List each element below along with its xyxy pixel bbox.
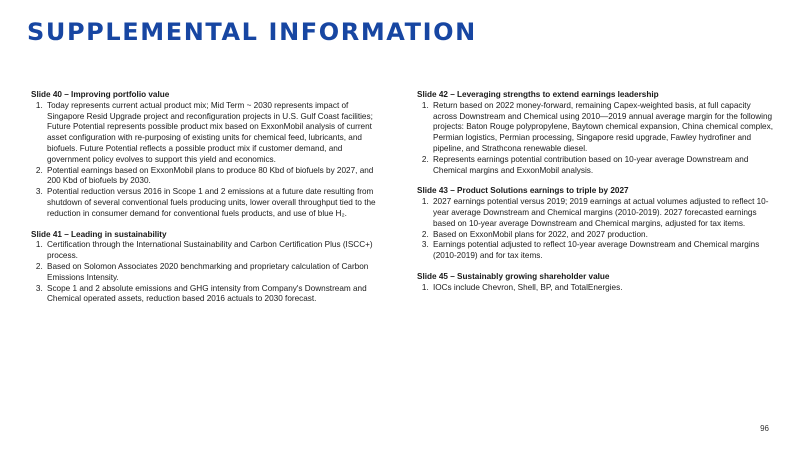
section-slide-42 [417,90,775,176]
page-number: 96 [760,424,769,433]
notes-list [31,240,383,305]
section-heading: Slide 40 – Improving portfolio value [31,90,170,99]
note-item: 2. Based on Solomon Associates 2020 benchmarking and proprietary calculation of Carbon Emissions Intensity. [45,262,383,284]
note-item: 1. Return based on 2022 money-forward, remaining Capex-weighted basis, at full capacity across Downstream and Chemical using 2010—2019 annual average margin for the following projects: Baton Rouge polypropylene, Baytown chemical expansion, China chemical complex, Permian logistics, Permian processing, Singapore resid upgrade, Fawley hydrofiner and pipeline, and Strathcona renewable diesel. [431,101,775,155]
section-heading: Slide 42 – Leveraging strengths to extend earnings leadership [417,90,659,99]
section-heading: Slide 45 – Sustainably growing shareholder value [417,271,610,281]
section-slide-41 [31,230,383,306]
section-slide-43 [417,186,775,262]
notes-list [417,101,775,177]
left-column [31,90,383,315]
note-item: 3. Scope 1 and 2 absolute emissions and GHG intensity from Company's Downstream and Chemical operated assets, reduction based 2016 actuals to 2030 forecast. [45,284,383,306]
notes-list [417,197,775,262]
note-item: 1. 2027 earnings potential versus 2019; 2019 earnings at actual volumes adjusted to reflect 10-year average Downstream and Chemical margins (2010-2019). 2027 forecasted earnings based on 10-year average Downstream and Chemical margins, adjusted for tax items. [431,197,775,229]
notes-list [31,101,383,220]
note-item: 3. Potential reduction versus 2016 in Scope 1 and 2 emissions at a future date resulting from shutdown of several conventional fuels producing units, lower overall throughput tied to the reduction in consumer demand for conventional fuels products, and use of blue H₂. [45,187,383,219]
note-item: 2. Potential earnings based on ExxonMobil plans to produce 80 Kbd of biofuels by 2027, and 200 Kbd of biofuels by 2030. [45,166,383,188]
note-item: 1. IOCs include Chevron, Shell, BP, and TotalEnergies. [431,283,775,294]
note-item: 2. Represents earnings potential contribution based on 10-year average Downstream and Chemical margins and ExxonMobil analysis. [431,155,775,177]
note-item: 1. Certification through the International Sustainability and Carbon Certification Plus (ISCC+) process. [45,240,383,262]
section-heading: Slide 41 – Leading in sustainability [31,229,167,239]
note-item: 2. Based on ExxonMobil plans for 2022, and 2027 production. [431,230,775,241]
note-item: 1. Today represents current actual product mix; Mid Term ~ 2030 represents impact of Singapore Resid Upgrade project and reconfiguration projects in U.S. Gulf Coast facilities; Future Potential represents possible product mix based on ExxonMobil analysis of current asset configuration with re-purposing of existing units for chemical feed, lubricants, and biofuels. Future Potential reflects a possible product mix if customer demand, and government policy evolves to support this yield and economics. [45,101,383,166]
page-title: SUPPLEMENTAL INFORMATION [27,18,477,46]
notes-list [417,283,775,294]
note-item: 3. Earnings potential adjusted to reflect 10-year average Downstream and Chemical margins (2010-2019) and for tax items. [431,240,775,262]
section-slide-45 [417,272,775,294]
section-heading: Slide 43 – Product Solutions earnings to triple by 2027 [417,186,629,196]
section-slide-40 [31,90,383,220]
right-column [417,90,775,304]
